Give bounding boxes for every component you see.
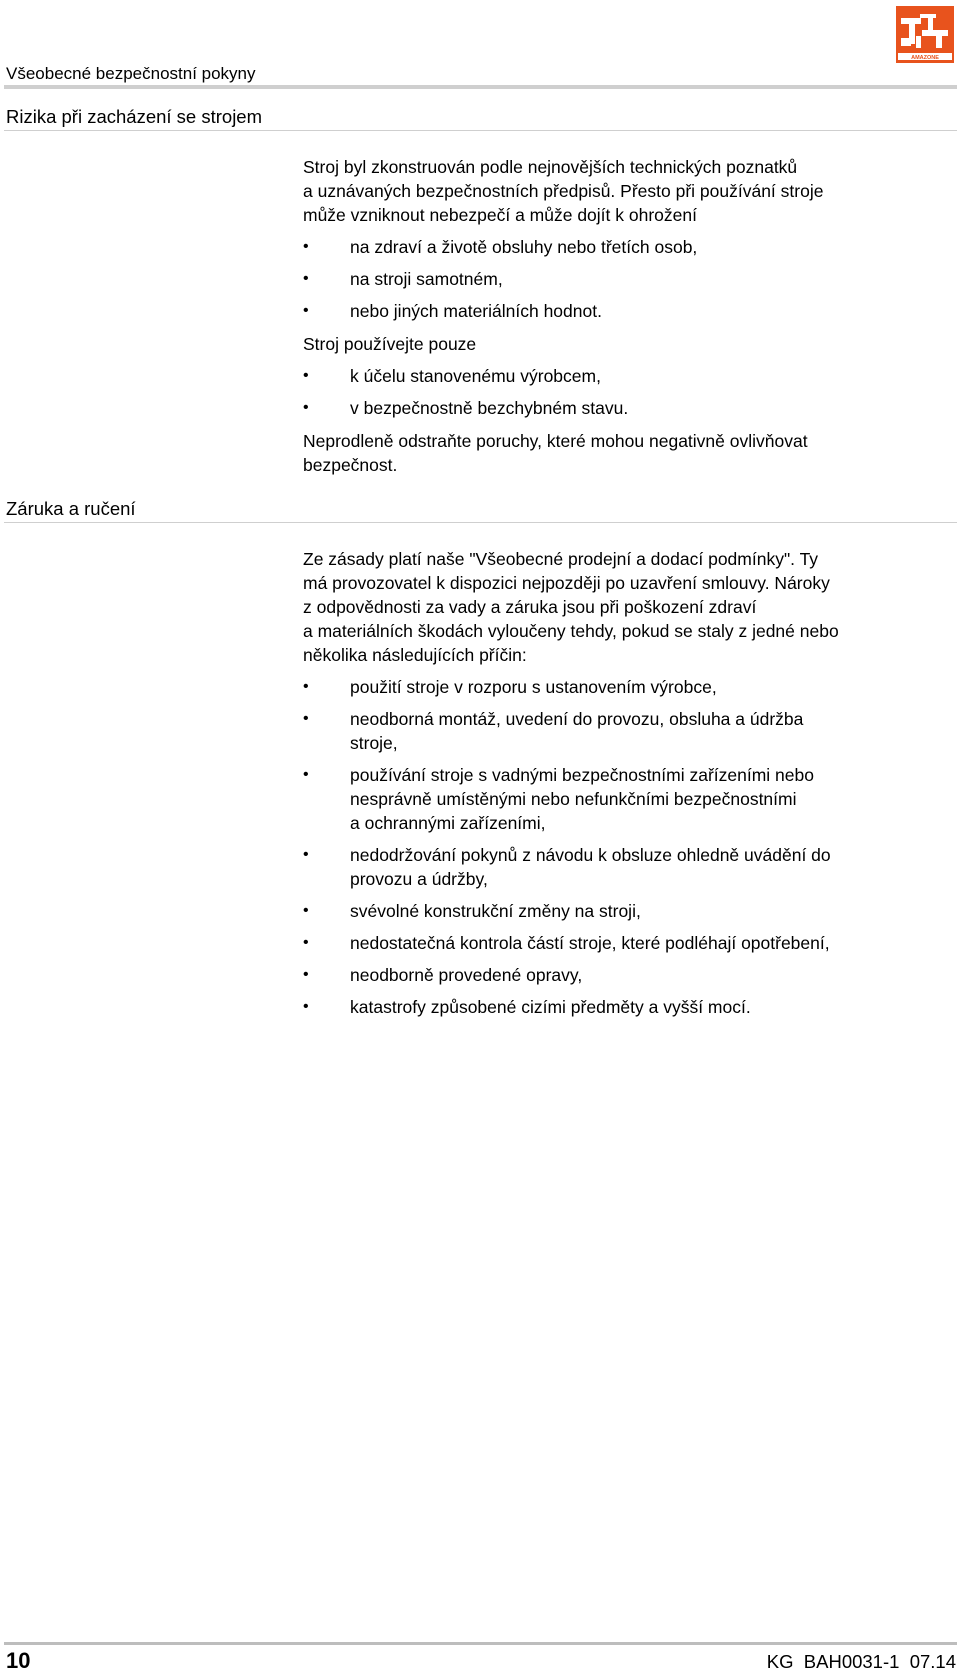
warranty-body <box>303 547 953 1019</box>
page-number: 10 <box>6 1648 31 1673</box>
section-divider <box>4 130 957 131</box>
usage-list <box>303 364 953 420</box>
list-item: • nebo jiných materiálních hodnot. <box>303 299 953 323</box>
header-title: Všeobecné bezpečnostní pokyny <box>6 64 256 83</box>
list-item: • na stroji samotném, <box>303 267 953 291</box>
list-item-line: a ochrannými zařízeními, <box>350 813 546 833</box>
logo-wordmark: AMAZONE <box>911 55 939 61</box>
paragraph-line: bezpečnost. <box>303 455 398 475</box>
paragraph-line: Stroj používejte pouze <box>303 334 477 354</box>
paragraph-line: může vzniknout nebezpečí a může dojít k ohrožení <box>303 205 697 225</box>
list-item-line: nesprávně umístěnými nebo nefunkčními bezpečnostními <box>350 789 797 809</box>
list-item <box>303 899 953 923</box>
paragraph-line: a materiálních škodách vyloučeny tehdy, pokud se staly z jedné nebo <box>303 621 839 641</box>
list-item-line: používání stroje s vadnými bezpečnostními zařízeními nebo <box>350 765 814 785</box>
cause-list <box>303 675 953 1019</box>
amazone-logo <box>896 6 954 63</box>
list-item: • k účelu stanovenému výrobcem, <box>303 364 953 388</box>
list-item <box>303 995 953 1019</box>
paragraph-line: z odpovědnosti za vady a záruka jsou při poškození zdraví <box>303 597 757 617</box>
paragraph-line: a uznávaných bezpečnostních předpisů. Přesto při používání stroje <box>303 181 824 201</box>
risks-body <box>303 155 953 477</box>
footer-divider <box>4 1642 957 1645</box>
section-heading-warranty: Záruka a ručení <box>6 498 136 519</box>
list-item-line: nedostatečná kontrola částí stroje, které podléhají opotřebení, <box>350 933 830 953</box>
list-item-line: provozu a údržby, <box>350 869 488 889</box>
list-item-line: katastrofy způsobené cizími předměty a vyšší mocí. <box>350 997 751 1017</box>
list-item-line: použití stroje v rozporu s ustanovením výrobce, <box>350 677 717 697</box>
list-item-line: svévolné konstrukční změny na stroji, <box>350 901 641 921</box>
list-item <box>303 843 953 891</box>
list-item-line: nedodržování pokynů z návodu k obsluze ohledně uvádění do <box>350 845 831 865</box>
list-item <box>303 707 953 755</box>
section-heading-risks: Rizika při zacházení se strojem <box>6 106 263 127</box>
list-item <box>303 931 953 955</box>
list-item-line: stroje, <box>350 733 398 753</box>
section-divider <box>4 522 957 523</box>
header-divider <box>4 85 957 89</box>
list-item: • na zdraví a životě obsluhy nebo třetích osob, <box>303 235 953 259</box>
paragraph-line: Ze zásady platí naše "Všeobecné prodejní a dodací podmínky". Ty <box>303 549 819 569</box>
list-item-line: neodborně provedené opravy, <box>350 965 583 985</box>
paragraph-line: Stroj byl zkonstruován podle nejnovějších technických poznatků <box>303 157 798 177</box>
list-item <box>303 675 953 699</box>
paragraph-line: má provozovatel k dispozici nejpozději po uzavření smlouvy. Nároky <box>303 573 830 593</box>
list-item <box>303 763 953 835</box>
paragraph-line: Neprodleně odstraňte poruchy, které mohou negativně ovlivňovat <box>303 431 808 451</box>
list-item-line: neodborná montáž, uvedení do provozu, obsluha a údržba <box>350 709 804 729</box>
paragraph-line: několika následujících příčin: <box>303 645 527 665</box>
list-item <box>303 963 953 987</box>
document-code: KG BAH0031-1 07.14 <box>766 1651 956 1672</box>
hazard-list <box>303 235 953 323</box>
tractor-icon <box>896 6 954 63</box>
list-item: • v bezpečnostně bezchybném stavu. <box>303 396 953 420</box>
